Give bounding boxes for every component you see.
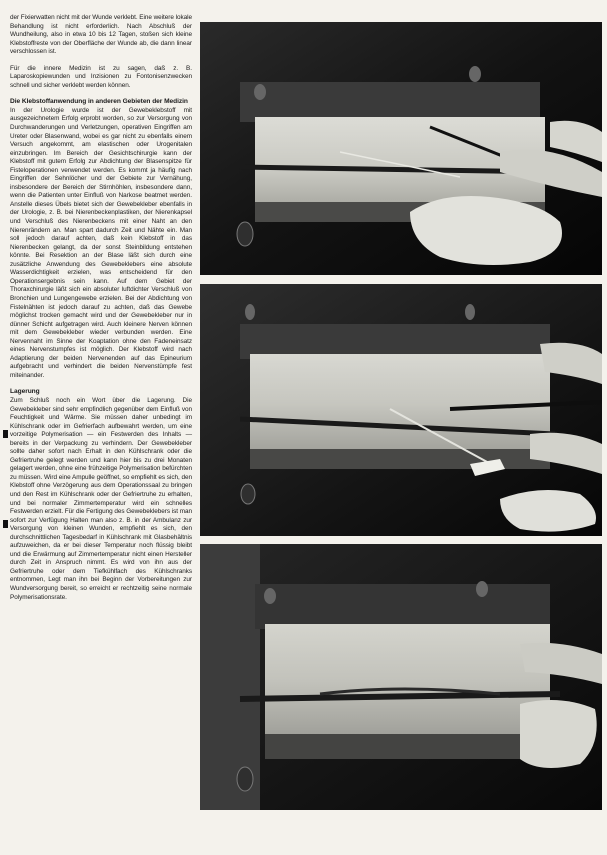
section-heading-medicine: Die Klebstoffanwendung in anderen Gebieten der Medizin [10,98,188,106]
intro-paragraph-1: der Fixierwatten nicht mit der Wunde verklebt. Eine weitere lokale Behandlung ist nicht erforderlich. Nach Abschluß der Wundheilung, also in etwa 10 bis 12 Tagen, stoßen sich kleine Klebstoffreste von der Oberfläche der Wunde ab, die dann linear verschlossen ist. [10,14,192,56]
photo-suture-2 [200,284,602,536]
photo-suture-1 [200,22,602,275]
edge-mark [3,520,8,528]
edge-mark [3,430,8,438]
section-heading-storage: Lagerung [10,388,40,396]
section-text-medicine: In der Urologie wurde ist der Gewebeklebstoff mit ausgezeichnetem Erfolg erprobt worden, so zur Versorgung von Durchwanderungen und Verletzungen, operativen Eingriffen am Ureter oder Blasenwand, wobei es gar nicht zu ebenfalls einem Versuch angekommt, am elastischen oder Urogenitalen einzubringen. Im Bereich der Gesichtschirurgie kann der Klebstoff mit gutem Erfolg zur Abdichtung der Blasenspitze für Fisteloperationen verwendet werden. Es kommt ja häufig nach Eingriffen der Sehnlöcher und der Gebiete zur Vernähung, insbesondere der Bereich der Stirnhöhlen, insbesondere dann, wenn die Patienten unter Einfluß von Narkose beatmet werden. Anstelle dieses Übels bietet sich der Gewebekleber ebenfalls in der Urologie, z. B. bei Nierenbeckenplastiken, der Nierenkapsel und Verschluß des Nierenbeckens mit einer Naht an den Nierenrändern an. Man spart dadurch Zeit und Nähte ein. Man soll jedoch darauf achten, daß kein Klebstoff in das Nierenbecken gelangt, da der sonst Steinbildung entstehen könnte. Bei Resektion an der Blase läßt sich durch eine zusätzliche Anwendung des Gewebeklebers eine absolute Wasserdichtigkeit erzielen, was entscheidend für den Operationsergebnis sein kann. Auf dem Gebiet der Thoraxchirurgie läßt sich ein absoluter luftdichter Verschluß von Bronchien und Lungengewebe erzielen. Bei der Abdichtung von Fistelnähten ist jedoch darauf zu achten, daß das Gewebe möglichst trocken gemacht wird und der Gewebekleber nur in dünner Schicht aufgetragen wird. Auch kleinere Nerven können mit dem Gewebekleber wieder verbunden werden. Eine Nervennaht im Sinne der Koaptation ohne den Fadeneinsatz eines Nervenstumpfes ist möglich. Der Klebstoff wird nach Adaptierung der beiden Nervenenden auf das Epineurium aufgebracht und verhindert die beiden Nervenstümpfe fest miteinander. [10,106,192,379]
intro-paragraph-2: Für die innere Medizin ist zu sagen, daß z. B. Laparoskopiewunden und Inzisionen zu Fontonisenzwecken schnell und sicher verklebt werden können. [10,64,192,89]
photo-suture-3 [200,544,602,810]
section-text-storage: Zum Schluß noch ein Wort über die Lagerung. Die Gewebekleber sind sehr empfindlich gegenüber dem Einfluß von Feuchtigkeit und Wärme. Sie müssen daher unbedingt im Kühlschrank oder im Gefrierfach aufbewahrt werden, um eine vorzeitige Polymerisation — ein Festwerden des Inhalts — bereits in der Verpackung zu verhindern. Der Gewebekleber sollte daher sofort nach Erhalt in den Kühlschrank oder die Gefriertruhe gelegt werden und kann hier bis zu drei Monaten gelagert werden, ohne eine frühzeitige Polymerisation befürchten zu müssen. Wird eine Ampulle geöffnet, so empfiehlt es sich, den Klebstoff ohne Verzögerung aus dem Operationssaal zu bringen und den Rest im Kühlschrank oder der Gefriertruhe zu erhalten, und bei normaler Zimmertemperatur wird ein schnelles Festwerden erzielt. Für die Fertigung des Gewebeklebers ist man sofort zur Verfügung Halten man also z. B. in der Ambulanz zur Versorgung von kleinen Wunden, empfiehlt es sich, den durchschnittlichen Tagesbedarf in Kühlschrank mit Glasbehältnis aufzuweichen, da er bei dieser Temperatur noch flüssig bleibt und die Erwärmung auf Zimmertemperatur nicht einen Hersteller durch Zeit in Anspruch nimmt. Es wird von ihn aus der Gefriertruhe oder dem Tiefkühlfach des Kühlschranks entnommen, Legt man ihn bei Beginn der Vorbereitungen zur Wundversorgung bereit, so erreicht er rechtzeitig seine normale Polymerisationsrate. [10,396,192,601]
text-column [10,14,192,610]
